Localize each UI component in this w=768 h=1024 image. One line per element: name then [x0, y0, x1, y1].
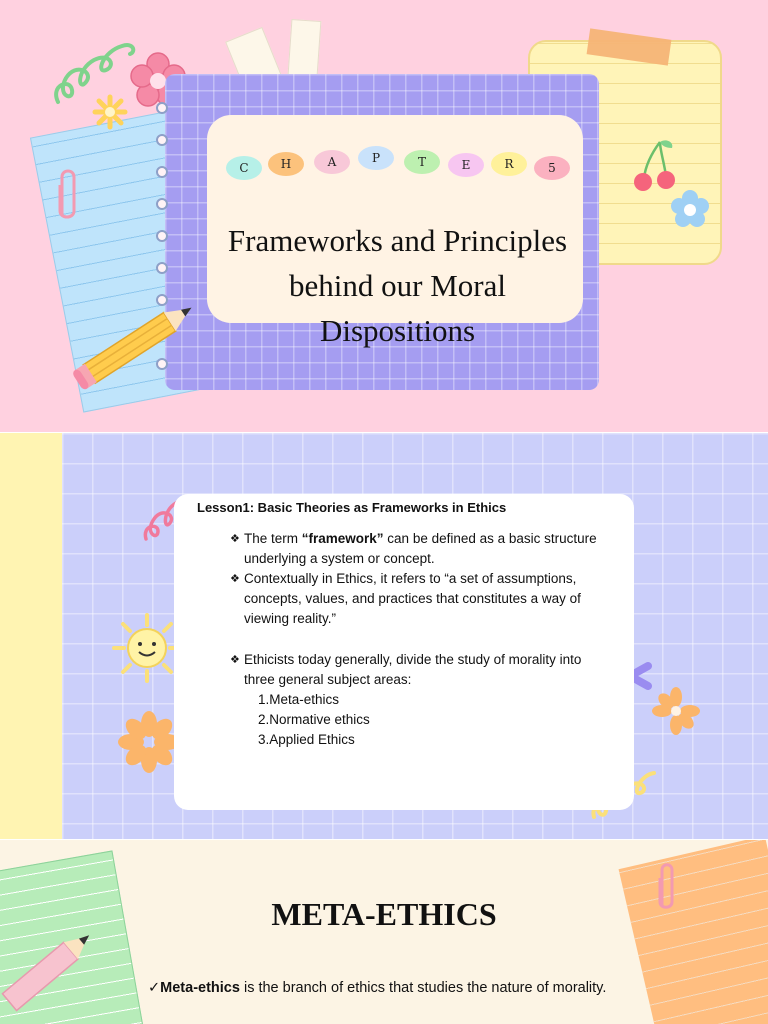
check-icon: ✓	[148, 980, 161, 996]
blue-flower-icon	[671, 190, 709, 228]
pencil-icon	[62, 288, 212, 398]
chapter-bead	[226, 156, 262, 180]
orange-small-flower-icon	[652, 687, 700, 735]
chapter-bead	[358, 146, 394, 170]
cherry-icon	[630, 138, 680, 194]
chapter-bead	[448, 153, 484, 177]
chapter-bead	[491, 152, 527, 176]
slide-lesson1	[0, 433, 768, 839]
slide-chapter-cover	[0, 0, 768, 432]
yellow-sparkle-icon	[92, 94, 128, 130]
yellow-side-strip	[0, 433, 62, 839]
diamond-bullet-icon: ❖	[230, 572, 240, 585]
section-title: META-ETHICS	[271, 896, 497, 932]
chapter-bead	[314, 150, 350, 174]
diamond-bullet-icon: ❖	[230, 532, 240, 545]
list-item: 2.Normative ethics	[258, 712, 370, 727]
bullet-text	[244, 529, 610, 569]
lesson-title: Lesson1: Basic Theories as Frameworks in Ethics	[197, 500, 507, 515]
bullet-text: Contextually in Ethics, it refers to “a set of assumptions, concepts, values, and practices that constitutes a way of viewing reality.”	[244, 571, 581, 626]
definition-text	[148, 978, 623, 999]
list-item: 1.Meta-ethics	[258, 692, 340, 707]
bead-letter: C	[239, 161, 249, 175]
bullet-item	[230, 569, 610, 629]
chapter-bead	[404, 150, 440, 174]
chapter-bead	[534, 156, 570, 180]
chapter-title	[170, 218, 625, 353]
bead-letter: H	[280, 157, 292, 171]
bead-letter: A	[327, 155, 337, 169]
bead-letter: R	[504, 157, 514, 171]
definition-term: Meta-ethics	[160, 980, 240, 996]
title-line: Dispositions	[319, 313, 476, 348]
diamond-bullet-icon: ❖	[230, 653, 240, 666]
list-item: 3.Applied Ethics	[258, 732, 355, 747]
bead-letter: P	[371, 151, 381, 165]
lesson-bullets	[230, 529, 610, 750]
subject-areas-list	[230, 690, 610, 750]
chapter-bead	[268, 152, 304, 176]
paperclip-icon	[54, 165, 80, 223]
bullet-item	[230, 529, 610, 569]
title-line: behind our Moral	[289, 268, 506, 303]
bead-letter: 5	[548, 161, 556, 175]
bullet-text-part: The term	[244, 531, 302, 546]
slide-meta-ethics	[0, 840, 768, 1024]
bullet-item	[230, 650, 610, 690]
bead-letter: E	[461, 158, 471, 172]
bullet-bold-term: “framework”	[301, 531, 384, 546]
smiling-sun-icon	[112, 613, 182, 683]
bullet-text: Ethicists today generally, divide the study of morality into three general subject areas:	[244, 652, 582, 687]
title-line: Frameworks and Principles	[227, 223, 568, 258]
bullet-text-part: can be defined as a basic structure underlying a system or concept.	[244, 531, 597, 566]
orange-flower-icon	[118, 711, 180, 773]
definition-rest: is the branch of ethics that studies the nature of morality.	[239, 980, 607, 996]
bead-letter: T	[417, 155, 426, 169]
